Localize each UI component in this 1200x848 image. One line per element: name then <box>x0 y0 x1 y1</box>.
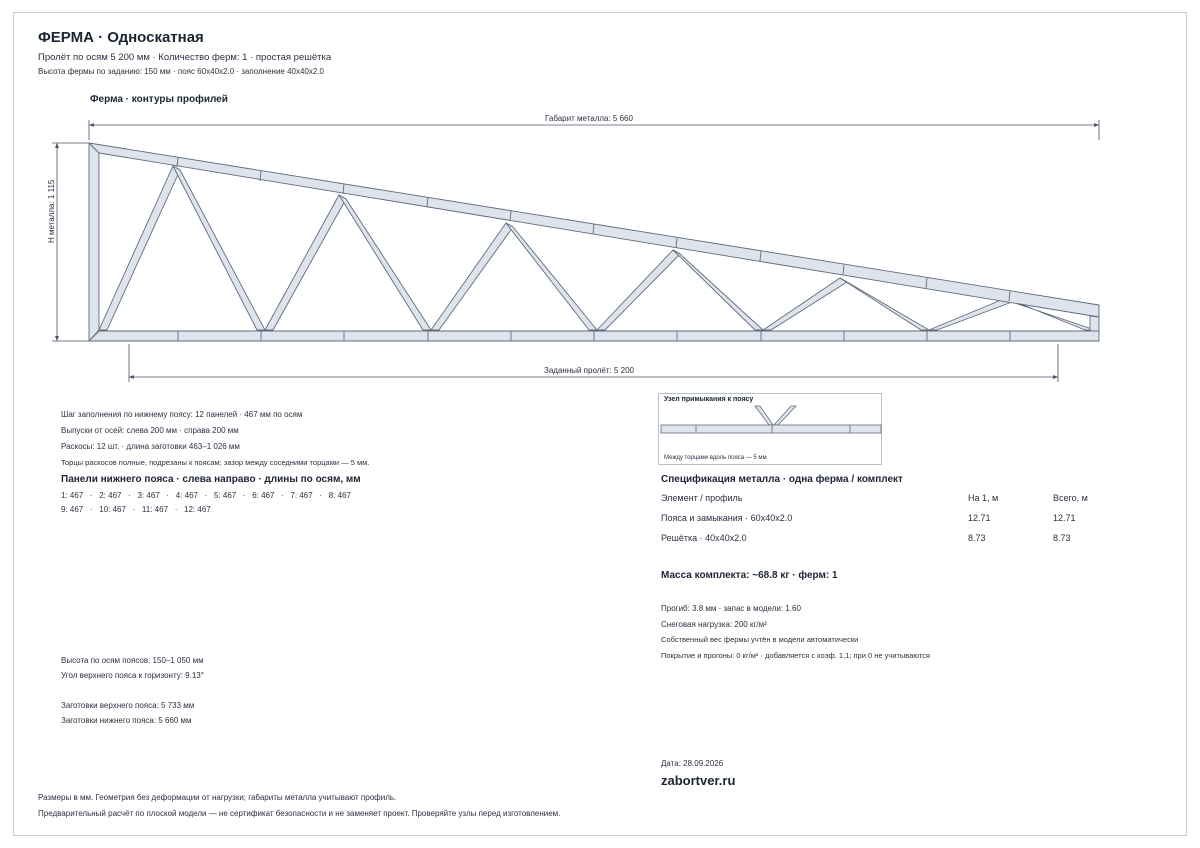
note-fill-step: Шаг заполнения по нижнему поясу: 12 панелей · 467 мм по осям <box>61 410 303 419</box>
span-dimension-label: Заданный пролёт: 5 200 <box>544 366 634 375</box>
note-blank-bottom: Заготовки нижнего пояса: 5 660 мм <box>61 716 192 725</box>
spec-cell-total: 12.71 <box>1053 513 1076 523</box>
spec-cell-per-one: 8.73 <box>968 533 986 543</box>
load-self-weight: Собственный вес фермы учтён в модели автоматически <box>661 635 859 644</box>
spec-title: Спецификация металла · одна ферма / комплект <box>661 474 903 485</box>
left-post <box>89 143 99 341</box>
footer-note-1: Размеры в мм. Геометрия без деформации от нагрузки; габариты металла учитывают профиль. <box>38 793 397 802</box>
note-height: Высота по осям поясов: 150–1 050 мм <box>61 656 204 665</box>
right-end <box>1090 316 1099 331</box>
spec-header-element: Элемент / профиль <box>661 493 743 503</box>
load-deflection: Прогиб: 3.8 мм · запас в модели: 1.60 <box>661 604 801 613</box>
truss-web <box>99 166 1095 330</box>
footer-note-2: Предварительный расчёт по плоской модели — не сертификат безопасности и не заменяет проект. Проверяйте узлы перед изготовлением. <box>38 809 561 818</box>
spec-cell-element: Решётка · 40x40x2.0 <box>661 533 747 543</box>
spec-header-total: Всего, м <box>1053 493 1088 503</box>
height-dimension-label: H металла: 1 115 <box>47 179 56 243</box>
spec-cell-per-one: 12.71 <box>968 513 991 523</box>
header-line-1: Пролёт по осям 5 200 мм · Количество ферм: 1 · простая решётка <box>38 52 332 63</box>
panels-row-2: 9: 467 · 10: 467 · 11: 467 · 12: 467 <box>61 505 211 514</box>
overall-dimension-label: Габарит металла: 5 660 <box>545 114 633 123</box>
mass-total: Масса комплекта: ~68.8 кг · ферм: 1 <box>661 570 838 581</box>
load-snow: Снеговая нагрузка: 200 кг/м² <box>661 620 767 629</box>
panels-title: Панели нижнего пояса · слева направо · длины по осям, мм <box>61 474 361 485</box>
overall-dimension <box>89 120 1099 140</box>
note-blank-top: Заготовки верхнего пояса: 5 733 мм <box>61 701 195 710</box>
inset-title: Узел примыкания к поясу <box>664 396 754 403</box>
height-dimension <box>52 143 90 341</box>
page-title: ФЕРМА · Односкатная <box>38 29 204 46</box>
note-angle: Угол верхнего пояса к горизонту: 9.13° <box>61 671 204 680</box>
panels-row-1: 1: 467 · 2: 467 · 3: 467 · 4: 467 · 5: 467 · 6: 467 · 7: 467 · 8: 467 <box>61 491 351 500</box>
node-detail-inset <box>658 393 882 465</box>
spec-header-per-one: На 1, м <box>968 493 999 503</box>
load-covering: Покрытие и прогоны: 0 кг/м² · добавляется с коэф. 1,1; при 0 не учитываются <box>661 651 930 660</box>
inset-caption: Между торцами вдоль пояса — 5 мм <box>664 455 767 461</box>
note-overhangs: Выпуски от осей: слева 200 мм · справа 200 мм <box>61 426 239 435</box>
date: Дата: 28.09.2026 <box>661 759 724 768</box>
brand-logo: zabortver.ru <box>661 773 736 788</box>
header-line-2: Высота фермы по заданию: 150 мм · пояс 60x40x2.0 · заполнение 40x40x2.0 <box>38 67 324 76</box>
spec-cell-total: 8.73 <box>1053 533 1071 543</box>
span-dimension <box>129 344 1058 382</box>
drawing-title: Ферма · контуры профилей <box>90 94 228 105</box>
note-ends: Торцы раскосов полные, подрезаны к поясам; зазор между соседними торцами — 5 мм. <box>61 458 370 467</box>
note-diagonals: Раскосы: 12 шт. · длина заготовки 463–1 026 мм <box>61 442 240 451</box>
spec-cell-element: Пояса и замыкания · 60x40x2.0 <box>661 513 793 523</box>
